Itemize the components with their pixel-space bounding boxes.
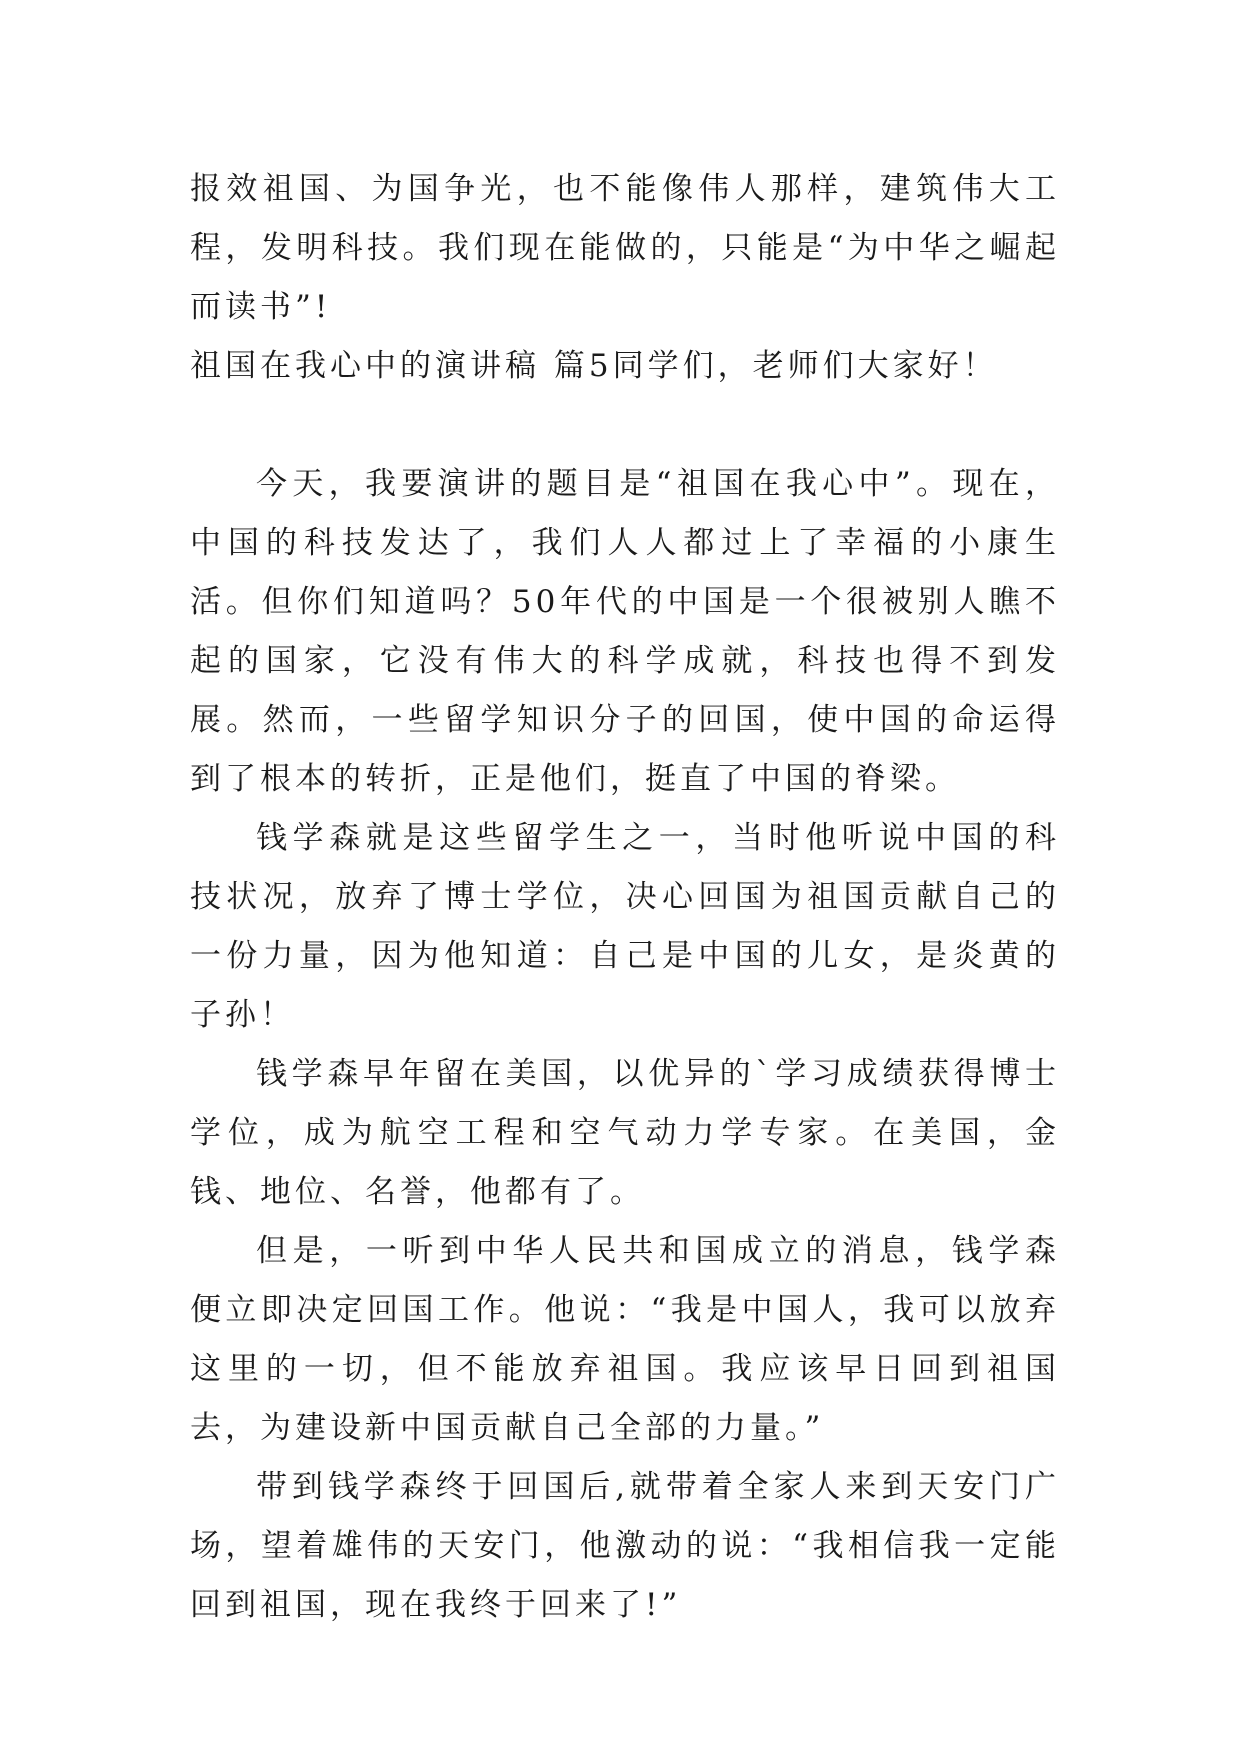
section-heading: 祖国在我心中的演讲稿 篇5同学们，老师们大家好！ — [190, 348, 998, 384]
paragraph: 钱学森就是这些留学生之一，当时他听说中国的科技状况，放弃了博士学位，决心回国为祖国贡献自己的一份力量，因为他知道：自己是中国的儿女，是炎黄的子孙！ — [190, 820, 1060, 1033]
paragraph: 带到钱学森终于回国后,就带着全家人来到天安门广场，望着雄伟的天安门，他激动的说：“我相信我一定能回到祖国，现在我终于回来了!” — [190, 1469, 1060, 1623]
paragraph: 但是，一听到中华人民共和国成立的消息，钱学森便立即决定回国工作。他说：“我是中国人，我可以放弃这里的一切，但不能放弃祖国。我应该早日回到祖国去，为建设新中国贡献自己全部的力量。” — [190, 1233, 1060, 1446]
paragraph: 钱学森早年留在美国，以优异的`学习成绩获得博士学位，成为航空工程和空气动力学专家。在美国，金钱、地位、名誉，他都有了。 — [190, 1056, 1060, 1210]
document-body — [190, 160, 1060, 1635]
paragraph: 今天，我要演讲的题目是“祖国在我心中”。现在，中国的科技发达了，我们人人都过上了幸福的小康生活。但你们知道吗？50年代的中国是一个很被别人瞧不起的国家，它没有伟大的科学成就，科技也得不到发展。然而，一些留学知识分子的回国，使中国的命运得到了根本的转折，正是他们，挺直了中国的脊梁。 — [190, 466, 1060, 797]
paragraph-continuation: 报效祖国、为国争光，也不能像伟人那样，建筑伟大工程，发明科技。我们现在能做的，只能是“为中华之崛起而读书”! — [190, 171, 1060, 325]
